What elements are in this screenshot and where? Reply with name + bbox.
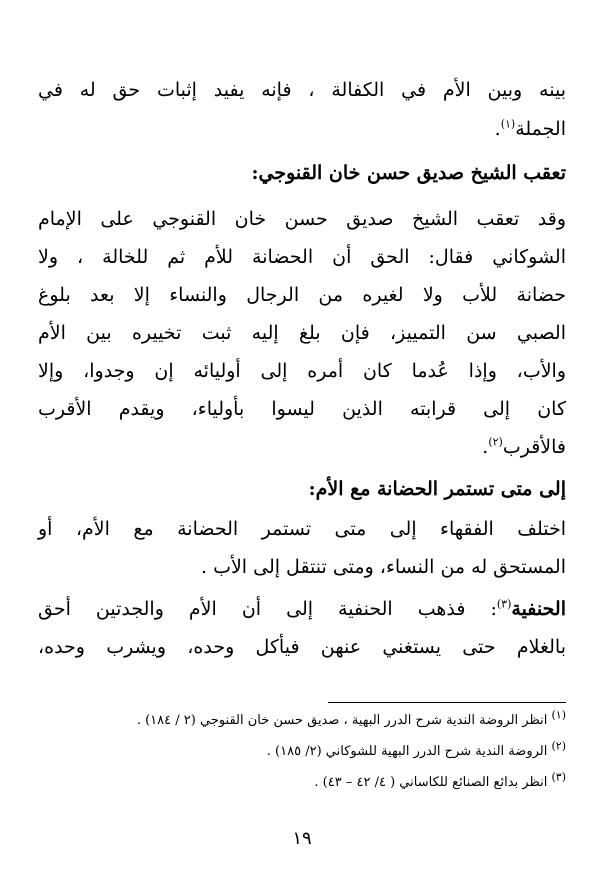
footnote-ref: (١) — [500, 117, 516, 131]
body-line: المستحق له من النساء، ومتى تنتقل إلى الأب . — [200, 556, 566, 578]
page-number: ١٩ — [292, 828, 312, 849]
body-line: وقد تعقب الشيخ صديق حسن خان القنوجي على الإمام — [38, 208, 566, 230]
footnote: $^{(١)}$ انظر الروضة الندية شرح الدرر البهية ، صديق حسن خان القنوجي (٢ / ١٨٤) . — [136, 708, 566, 728]
body-line: اختلف الفقهاء إلى متى تستمر الحضانة مع الأم، أو — [38, 518, 566, 540]
body-line: الشوكاني فقال: الحق أن الحضانة للأم ثم للخالة ، ولا — [38, 246, 566, 268]
footnote: $^{(٣)}$ انظر بدائع الصنائع للكاساني ( ٤/ ٤٢ – ٤٣) . — [314, 770, 566, 790]
body-line: بالغلام حتى يستغني عنهن فيأكل وحده، ويشرب وحده، — [38, 636, 566, 658]
body-line: الحنفية$^{(٣)}$: فذهب الحنفية إلى أن الأم والجدتين أحق — [38, 597, 566, 620]
body-line: حضانة للأب ولا لغيره من الرجال والنساء إلا بعد بلوغ — [38, 284, 566, 306]
body-line: فالأقرب$^{(٢)}$. — [482, 435, 566, 458]
body-line: الجملة$^{(١)}$. — [494, 117, 566, 140]
footnote-separator — [328, 702, 566, 703]
footnote-ref: (٢) — [488, 435, 503, 449]
footnote: $^{(٢)}$ الروضة الندية شرح الدرر البهية للشوكاني (٢/ ١٨٥) . — [266, 739, 566, 759]
footnote-ref: (٣) — [496, 597, 512, 611]
body-line: والأب، وإذا عُدما كان أمره إلى أوليائه إن وجدوا، وإلا — [38, 360, 566, 382]
school-label: الحنفية — [511, 598, 566, 620]
body-line: الصبي سن التمييز، فإن بلغ إليه ثبت تخييره بين الأم — [38, 322, 566, 344]
section-heading: إلى متى تستمر الحضانة مع الأم: — [308, 478, 566, 500]
section-heading: تعقب الشيخ صديق حسن خان القنوجي: — [251, 162, 566, 184]
body-line: بينه وبين الأم في الكفالة ، فإنه يفيد إثبات حق له في — [38, 79, 566, 101]
body-line: كان إلى قرابته الذين ليسوا بأولياء، ويقدم الأقرب — [38, 398, 566, 420]
